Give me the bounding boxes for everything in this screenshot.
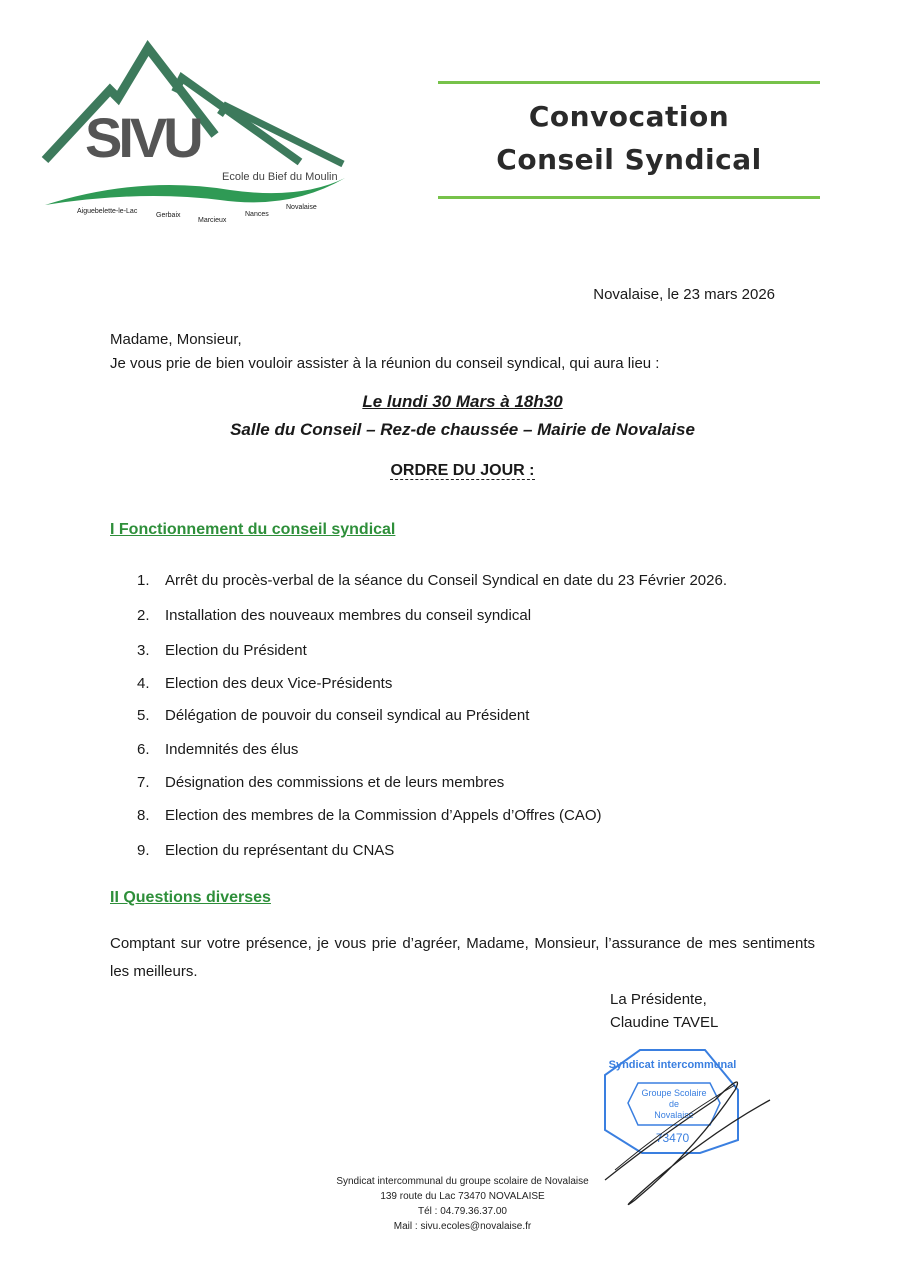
item-text: Election des membres de la Commission d’Appels d’Offres (CAO) (165, 807, 602, 824)
stamp-code: 73470 (655, 1131, 690, 1145)
item-number: 8. (137, 807, 150, 824)
logo-school-name: Ecole du Bief du Moulin (222, 171, 338, 183)
item-number: 4. (137, 675, 150, 692)
item-number: 5. (137, 707, 150, 724)
stamp-inner-2: de (668, 1099, 679, 1109)
item-number: 7. (137, 774, 150, 791)
footer-org: Syndicat intercommunal du groupe scolaire de Novalaise (336, 1176, 589, 1187)
logo-letters: SIVU (85, 106, 200, 169)
stamp-outer-text: Syndicat intercommunal (608, 1059, 737, 1071)
agenda-item (137, 741, 298, 758)
title-rule-top (438, 81, 820, 84)
agenda-title-wrap (110, 462, 815, 480)
item-text: Arrêt du procès-verbal de la séance du Conseil Syndical en date du 23 Février 2026. (165, 572, 727, 589)
agenda-item (137, 774, 504, 791)
title-rule-bottom (438, 196, 820, 199)
agenda-item (137, 607, 531, 624)
logo-village: Aiguebelette-le-Lac (77, 208, 138, 215)
signature-name: Claudine TAVEL (610, 1014, 719, 1031)
agenda-item (137, 572, 727, 589)
item-text: Election du représentant du CNAS (165, 842, 395, 859)
agenda-item (137, 642, 307, 659)
agenda-title: ORDRE DU JOUR : (390, 462, 535, 479)
agenda-item (137, 807, 602, 824)
item-text: Indemnités des élus (165, 741, 299, 758)
meeting-where: Salle du Conseil – Rez-de chaussée – Mairie de Novalaise (230, 420, 695, 439)
item-text: Désignation des commissions et de leurs membres (165, 774, 505, 791)
agenda-item (137, 842, 394, 859)
greeting: Madame, Monsieur, (110, 331, 242, 348)
logo-village: Marcieux (198, 217, 227, 224)
footer-email: Mail : sivu.ecoles@novalaise.fr (393, 1221, 532, 1232)
section-1-title: I Fonctionnement du conseil syndical (110, 521, 396, 538)
item-number: 3. (137, 642, 150, 659)
agenda-item (137, 675, 392, 692)
stamp-inner-3: Novalaise (654, 1110, 694, 1120)
logo-village: Gerbaix (156, 212, 181, 219)
signature-role: La Présidente, (610, 991, 707, 1008)
stamp-inner-1: Groupe Scolaire (641, 1088, 707, 1098)
date-line: Novalaise, le 23 mars 2026 (593, 286, 775, 303)
footer-address: 139 route du Lac 73470 NOVALAISE (380, 1191, 545, 1202)
item-text: Installation des nouveaux membres du conseil syndical (165, 607, 532, 624)
item-number: 9. (137, 842, 150, 859)
section-2-title: II Questions diverses (110, 889, 271, 906)
title-line-2: Conseil Syndical (496, 143, 762, 176)
item-text: Election du Président (165, 642, 307, 659)
item-number: 2. (137, 607, 150, 624)
item-number: 6. (137, 741, 150, 758)
item-number: 1. (137, 572, 150, 589)
item-text: Délégation de pouvoir du conseil syndical au Président (165, 707, 530, 724)
footer-phone: Tél : 04.79.36.37.00 (418, 1206, 507, 1217)
logo-village: Novalaise (286, 204, 317, 211)
logo-village: Nances (245, 211, 269, 218)
logo (40, 40, 360, 230)
closing-paragraph: Comptant sur votre présence, je vous prie d’agréer, Madame, Monsieur, l’assurance de mes sentiments les meilleurs. (110, 935, 815, 980)
meeting-when: Le lundi 30 Mars à 18h30 (362, 392, 563, 411)
intro: Je vous prie de bien vouloir assister à la réunion du conseil syndical, qui aura lieu : (110, 355, 660, 372)
agenda-item (137, 707, 529, 724)
title-line-1: Convocation (528, 100, 730, 133)
item-text: Election des deux Vice-Présidents (165, 675, 393, 692)
